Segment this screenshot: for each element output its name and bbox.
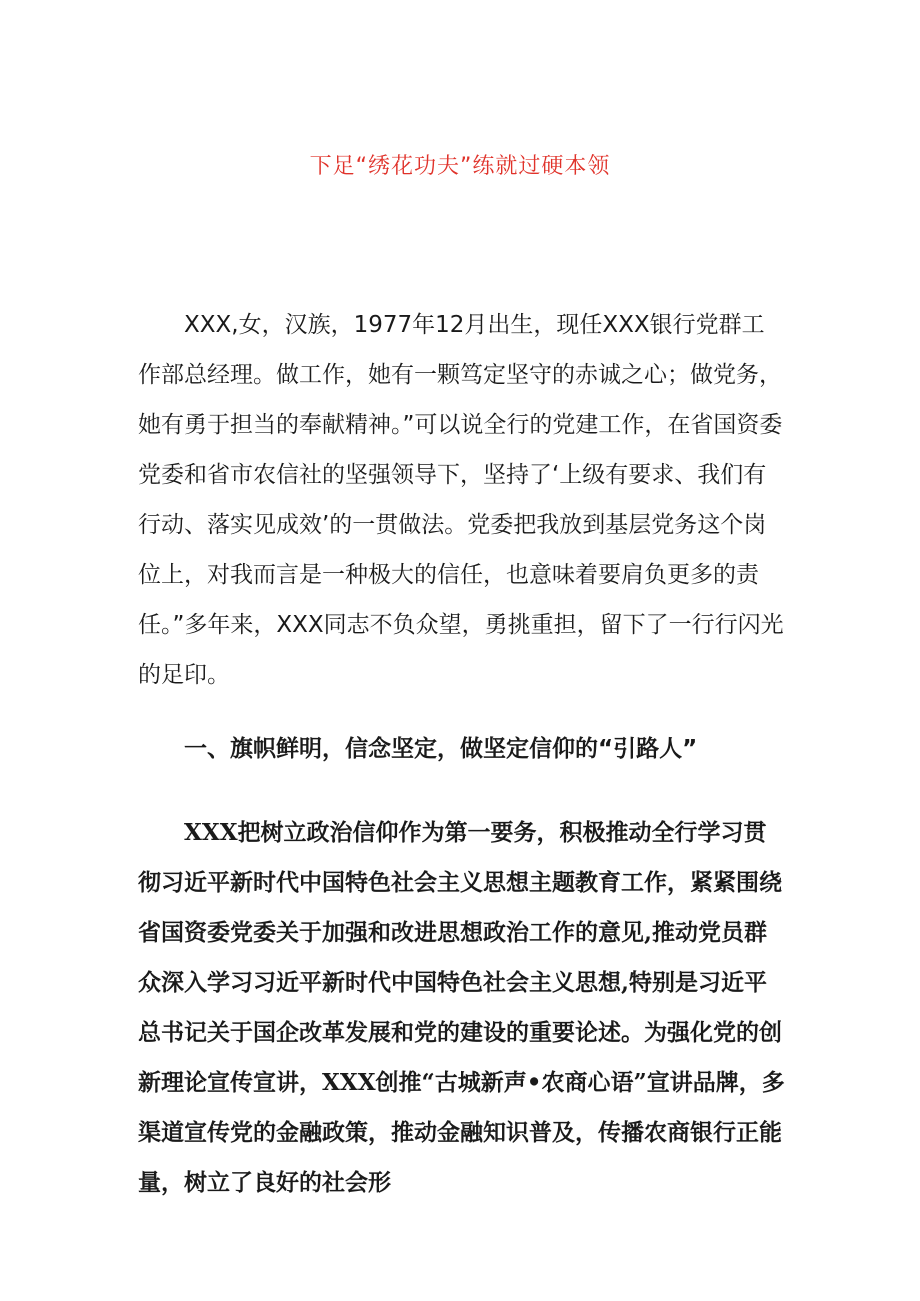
section-heading: 一、旗帜鲜明，信念坚定，做坚定信仰的“引路人” — [184, 736, 698, 762]
document-title: 下足“绣花功夫”练就过硬本领 — [309, 154, 611, 179]
section-paragraph: XXX把树立政治信仰作为第一要务，积极推动全行学习贯彻习近平新时代中国特色社会主义思想主题教育工作，紧紧围绕省国资委党委关于加强和改进思想政治工作的意见,推动党员群众深入学习习近平新时代中国特色社会主义思想,特别是习近平总书记关于国企改革发展和党的建设的重要论述。为强化党的创新理论宣传宣讲，XXX创推“古城新声•农商心语”宣讲品牌，多渠道宣传党的金融政策，推动金融知识普及，传播农商银行正能量，树立了良好的社会形 — [138, 819, 785, 1196]
intro-paragraph: XXX,女，汉族，1977年12月出生，现任XXX银行党群工作部总经理。做工作，她有一颗笃定坚守的赤诚之心；做党务，她有勇于担当的奉献精神。”可以说全行的党建工作，在省国资委党委和省市农信社的坚强领导下，坚持了‘上级有要求、我们有行动、落实见成效’的一贯做法。党委把我放到基层党务这个岗位上，对我而言是一种极大的信任，也意味着要肩负更多的责任。”多年来，XXX同志不负众望，勇挑重担，留下了一行行闪光的足印。 — [138, 312, 784, 688]
